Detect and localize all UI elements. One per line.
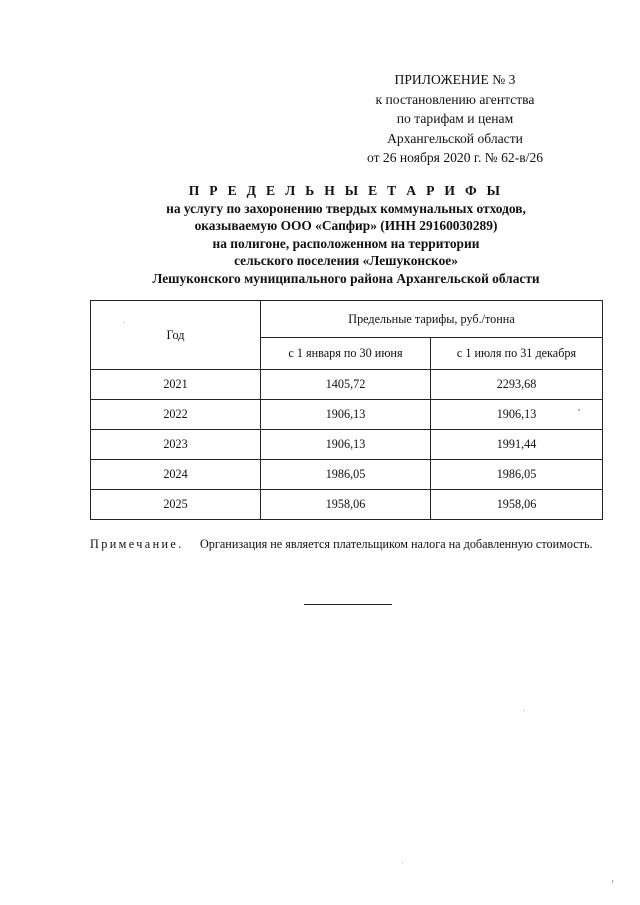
title-line: Лешуконского муниципального района Архангельской области bbox=[152, 270, 540, 286]
header-period-2: с 1 июля по 31 декабря bbox=[431, 338, 603, 370]
appendix-line: Архангельской области bbox=[387, 130, 523, 146]
cell-period-1: 1986,05 bbox=[261, 460, 431, 490]
appendix-title: ПРИЛОЖЕНИЕ № 3 bbox=[394, 72, 516, 87]
note-text: Организация не является плательщиком налога на добавленную стоимость. bbox=[200, 537, 593, 551]
cell-period-2: 1958,06 bbox=[431, 490, 603, 520]
table-row bbox=[91, 460, 603, 490]
appendix-header bbox=[340, 70, 570, 168]
table-row bbox=[91, 400, 603, 430]
title-main: П Р Е Д Е Л Ь Н Ы Е Т А Р И Ф Ы bbox=[188, 183, 504, 198]
cell-year: 2024 bbox=[91, 460, 261, 490]
cell-period-2: 1991,44 bbox=[431, 430, 603, 460]
table-header-row bbox=[91, 301, 603, 338]
cell-year: 2025 bbox=[91, 490, 261, 520]
title-line: сельского поселения «Лешуконское» bbox=[234, 253, 458, 269]
cell-year: 2023 bbox=[91, 430, 261, 460]
appendix-line: к постановлению агентства bbox=[375, 91, 535, 107]
header-year: Год bbox=[91, 301, 261, 370]
scan-speck bbox=[578, 409, 580, 411]
header-tariff-group: Предельные тарифы, руб./тонна bbox=[261, 301, 603, 338]
cell-period-1: 1958,06 bbox=[261, 490, 431, 520]
document-title bbox=[90, 182, 602, 288]
cell-period-2: 2293,68 bbox=[431, 370, 603, 400]
note-label: Примечание. bbox=[90, 537, 184, 551]
scan-speck bbox=[612, 880, 613, 883]
scan-speck bbox=[524, 710, 525, 711]
cell-period-2: 1986,05 bbox=[431, 460, 603, 490]
tariff-table bbox=[90, 300, 603, 520]
cell-period-1: 1906,13 bbox=[261, 430, 431, 460]
appendix-date-line: от 26 ноября 2020 г. № 62-в/26 bbox=[366, 150, 544, 165]
cell-period-1: 1906,13 bbox=[261, 400, 431, 430]
cell-period-2: 1906,13 bbox=[431, 400, 603, 430]
scan-speck bbox=[124, 322, 125, 323]
table-row bbox=[91, 430, 603, 460]
cell-year: 2021 bbox=[91, 370, 261, 400]
title-line: на полигоне, расположенном на территории bbox=[212, 235, 480, 251]
table-row bbox=[91, 370, 603, 400]
title-line: оказываемую ООО «Сапфир» (ИНН 29160030289) bbox=[194, 218, 498, 234]
appendix-line: по тарифам и ценам bbox=[396, 111, 514, 126]
cell-period-1: 1405,72 bbox=[261, 370, 431, 400]
scan-speck bbox=[402, 862, 403, 863]
separator-line bbox=[304, 604, 392, 605]
header-period-1: с 1 января по 30 июня bbox=[261, 338, 431, 370]
cell-year: 2022 bbox=[91, 400, 261, 430]
title-line: на услугу по захоронению твердых коммунальных отходов, bbox=[166, 200, 526, 216]
table-row bbox=[91, 490, 603, 520]
